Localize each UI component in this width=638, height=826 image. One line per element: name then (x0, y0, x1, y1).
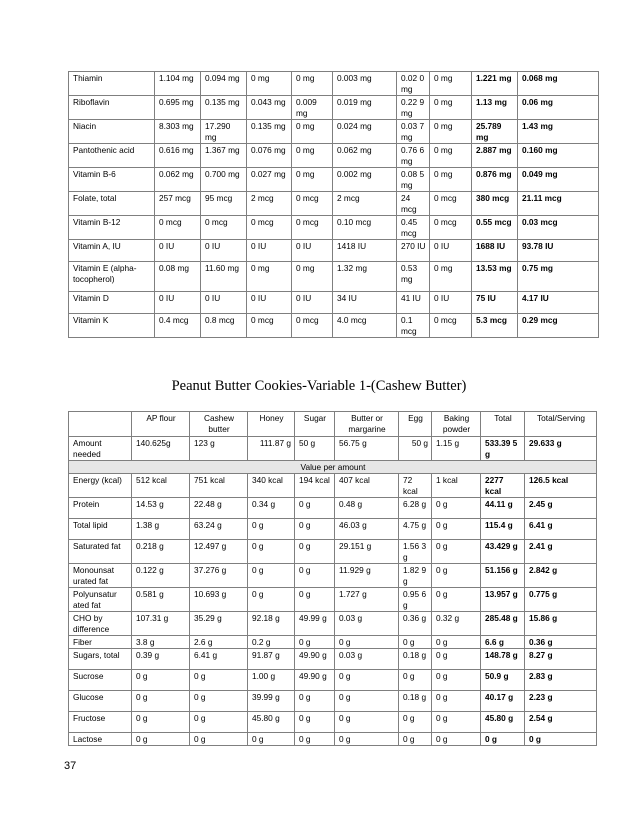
table-cell: 5.3 mcg (472, 314, 518, 338)
table-cell: 1.00 g (248, 670, 295, 691)
table-cell: 0 mcg (292, 314, 333, 338)
amount-row (69, 437, 597, 461)
table-cell: 0 IU (201, 240, 247, 262)
table-cell: 1.727 g (335, 588, 399, 612)
table-cell: 0.003 mg (333, 72, 397, 96)
table-cell: 0.062 mg (333, 144, 397, 168)
table-row (69, 474, 597, 498)
nutrient-rows (69, 474, 597, 746)
table-cell: 0 g (132, 691, 190, 712)
table-cell: 0.76 6 mg (397, 144, 430, 168)
table-row (69, 144, 599, 168)
table-cell: 0 IU (292, 240, 333, 262)
header-cell (69, 412, 132, 437)
table-row (69, 240, 599, 262)
table-cell: 0.08 5 mg (397, 168, 430, 192)
amount-cell: 50 g (399, 437, 432, 461)
table-cell: 0.876 mg (472, 168, 518, 192)
row-label: Thiamin (69, 72, 155, 96)
table-row (69, 691, 597, 712)
header-cell: Cashew butter (190, 412, 248, 437)
row-label: CHO by difference (69, 612, 132, 636)
table-cell: 0 mg (430, 96, 472, 120)
table-cell: 0.48 g (335, 498, 399, 519)
table-cell: 0 IU (155, 292, 201, 314)
row-label: Vitamin B-12 (69, 216, 155, 240)
table-row (69, 612, 597, 636)
table-row (69, 540, 597, 564)
row-label: Saturated fat (69, 540, 132, 564)
row-label: Vitamin A, IU (69, 240, 155, 262)
table-row (69, 216, 599, 240)
table-cell: 0.10 mcg (333, 216, 397, 240)
table-cell: 72 kcal (399, 474, 432, 498)
table-cell: 0 g (295, 498, 335, 519)
amount-cell: 111.87 g (248, 437, 295, 461)
table-cell: 0 mcg (247, 314, 292, 338)
table-cell: 0.03 g (335, 612, 399, 636)
amount-cell: 29.633 g (525, 437, 597, 461)
table-cell: 0 g (432, 540, 481, 564)
table-cell: 12.497 g (190, 540, 248, 564)
table-cell: 0 g (248, 588, 295, 612)
table-cell: 0 g (432, 691, 481, 712)
row-label: Vitamin D (69, 292, 155, 314)
table-cell: 0 mcg (430, 216, 472, 240)
table-cell: 93.78 IU (518, 240, 599, 262)
table-row (69, 733, 597, 746)
row-label: Vitamin B-6 (69, 168, 155, 192)
table-cell: 0 g (248, 733, 295, 746)
table-cell: 6.41 g (525, 519, 597, 540)
table-cell: 0.062 mg (155, 168, 201, 192)
table-cell: 0 g (335, 636, 399, 649)
table-cell: 1688 IU (472, 240, 518, 262)
table-cell: 0.02 0 mg (397, 72, 430, 96)
table-cell: 0 g (399, 712, 432, 733)
table-cell: 2 mcg (333, 192, 397, 216)
table-cell: 1.221 mg (472, 72, 518, 96)
table-cell: 0.049 mg (518, 168, 599, 192)
table-cell: 0 g (190, 712, 248, 733)
table-cell: 50.9 g (481, 670, 525, 691)
table-cell: 0.29 mcg (518, 314, 599, 338)
table-cell: 6.28 g (399, 498, 432, 519)
table-cell: 126.5 kcal (525, 474, 597, 498)
table-cell: 0 mg (292, 72, 333, 96)
table-cell: 0 g (399, 636, 432, 649)
table-cell: 1.56 3 g (399, 540, 432, 564)
table-cell: 0.160 mg (518, 144, 599, 168)
amount-cell: 50 g (295, 437, 335, 461)
table-cell: 0 g (248, 564, 295, 588)
table-cell: 0.53 mg (397, 262, 430, 292)
table-row (69, 636, 597, 649)
table-cell: 0.024 mg (333, 120, 397, 144)
row-label: Vitamin E (alpha-tocopherol) (69, 262, 155, 292)
table-cell: 0 mg (292, 168, 333, 192)
table-cell: 0.581 g (132, 588, 190, 612)
table-cell: 148.78 g (481, 649, 525, 670)
table-cell: 1.82 9 g (399, 564, 432, 588)
amount-cell: 533.39 5 g (481, 437, 525, 461)
header-cell: Total/Serving (525, 412, 597, 437)
table-cell: 2.887 mg (472, 144, 518, 168)
table-cell: 2.54 g (525, 712, 597, 733)
header-cell: Sugar (295, 412, 335, 437)
table-cell: 34 IU (333, 292, 397, 314)
table-cell: 41 IU (397, 292, 430, 314)
table-cell: 10.693 g (190, 588, 248, 612)
table-cell: 0 g (295, 540, 335, 564)
table-cell: 2 mcg (247, 192, 292, 216)
table-cell: 0 mg (430, 168, 472, 192)
table-cell: 45.80 g (248, 712, 295, 733)
table-cell: 0.616 mg (155, 144, 201, 168)
table-cell: 0.4 mcg (155, 314, 201, 338)
table-cell: 257 mcg (155, 192, 201, 216)
row-label: Energy (kcal) (69, 474, 132, 498)
table-cell: 2.41 g (525, 540, 597, 564)
row-label: Riboflavin (69, 96, 155, 120)
table-cell: 0.34 g (248, 498, 295, 519)
table-cell: 407 kcal (335, 474, 399, 498)
table-cell: 75 IU (472, 292, 518, 314)
table-cell: 0.39 g (132, 649, 190, 670)
row-label: Fiber (69, 636, 132, 649)
table-cell: 0.36 g (399, 612, 432, 636)
table-cell: 0 g (248, 540, 295, 564)
table-cell: 1418 IU (333, 240, 397, 262)
row-label: Total lipid (69, 519, 132, 540)
row-label: Sugars, total (69, 649, 132, 670)
table-cell: 0 mg (430, 72, 472, 96)
table-cell: 0.95 6 g (399, 588, 432, 612)
table-cell: 1.104 mg (155, 72, 201, 96)
table-row (69, 72, 599, 96)
table-cell: 0.076 mg (247, 144, 292, 168)
table-cell: 4.17 IU (518, 292, 599, 314)
table-row (69, 712, 597, 733)
table-cell: 24 mcg (397, 192, 430, 216)
table-cell: 0 g (481, 733, 525, 746)
table-cell: 2277 kcal (481, 474, 525, 498)
table-cell: 40.17 g (481, 691, 525, 712)
table-cell: 380 mcg (472, 192, 518, 216)
row-label: Monounsat urated fat (69, 564, 132, 588)
table-cell: 0.002 mg (333, 168, 397, 192)
table-cell: 13.957 g (481, 588, 525, 612)
table-cell: 0 mg (430, 120, 472, 144)
table-cell: 0 g (295, 564, 335, 588)
row-label: Fructose (69, 712, 132, 733)
header-cell: Butter or margarine (335, 412, 399, 437)
table-cell: 0 g (335, 733, 399, 746)
table-cell: 0 mg (430, 262, 472, 292)
table-cell: 0.32 g (432, 612, 481, 636)
table-cell: 0 g (432, 519, 481, 540)
table-cell: 21.11 mcg (518, 192, 599, 216)
table-cell: 0 g (295, 691, 335, 712)
table-cell: 0 IU (430, 240, 472, 262)
table-cell: 107.31 g (132, 612, 190, 636)
table-cell: 0.18 g (399, 649, 432, 670)
table-cell: 0.094 mg (201, 72, 247, 96)
table-cell: 0.043 mg (247, 96, 292, 120)
table-cell: 0.03 g (335, 649, 399, 670)
table-cell: 0 mg (292, 120, 333, 144)
table-row (69, 649, 597, 670)
table-cell: 2.842 g (525, 564, 597, 588)
table-cell: 17.290 mg (201, 120, 247, 144)
table-cell: 91.87 g (248, 649, 295, 670)
table-cell: 11.929 g (335, 564, 399, 588)
table-cell: 0.775 g (525, 588, 597, 612)
table-cell: 6.6 g (481, 636, 525, 649)
table-cell: 49.99 g (295, 612, 335, 636)
section-title: Peanut Butter Cookies-Variable 1-(Cashew Butter) (171, 378, 467, 394)
page-number: 37 (64, 760, 77, 772)
table-cell: 0 IU (155, 240, 201, 262)
table-cell: 0 mcg (247, 216, 292, 240)
table-cell: 0.1 mcg (397, 314, 430, 338)
table-cell: 270 IU (397, 240, 430, 262)
table-cell: 0 g (432, 636, 481, 649)
table-cell: 0 g (132, 712, 190, 733)
table-cell: 0.08 mg (155, 262, 201, 292)
header-cell: Honey (248, 412, 295, 437)
table-cell: 0 g (432, 670, 481, 691)
table-cell: 0.8 mcg (201, 314, 247, 338)
row-label: Niacin (69, 120, 155, 144)
table-cell: 0 mg (292, 262, 333, 292)
table-cell: 0.009 mg (292, 96, 333, 120)
table-row (69, 262, 599, 292)
table-cell: 0.45 mcg (397, 216, 430, 240)
table-cell: 0 IU (247, 292, 292, 314)
table-cell: 46.03 g (335, 519, 399, 540)
table-cell: 751 kcal (190, 474, 248, 498)
table-cell: 2.83 g (525, 670, 597, 691)
table-cell: 0 g (432, 712, 481, 733)
table-cell: 0 IU (430, 292, 472, 314)
table-cell: 37.276 g (190, 564, 248, 588)
amount-cell: Amount needed (69, 437, 132, 461)
table-cell: 0.03 mcg (518, 216, 599, 240)
table-cell: 0 g (399, 733, 432, 746)
table-cell: 0 mcg (292, 216, 333, 240)
table-cell: 0 g (295, 588, 335, 612)
value-band-label: Value per amount (69, 461, 597, 474)
table-cell: 44.11 g (481, 498, 525, 519)
table-cell: 0 g (432, 733, 481, 746)
table-cell: 3.8 g (132, 636, 190, 649)
table-cell: 0 IU (292, 292, 333, 314)
table-cell: 0.218 g (132, 540, 190, 564)
table-cell: 4.0 mcg (333, 314, 397, 338)
table-cell: 0 g (190, 670, 248, 691)
row-label: Folate, total (69, 192, 155, 216)
table-cell: 2.23 g (525, 691, 597, 712)
table-cell: 45.80 g (481, 712, 525, 733)
table-row (69, 168, 599, 192)
table-cell: 0 IU (201, 292, 247, 314)
table-row (69, 314, 599, 338)
table-cell: 0.135 mg (247, 120, 292, 144)
row-label: Lactose (69, 733, 132, 746)
table-cell: 0 mcg (292, 192, 333, 216)
table-cell: 29.151 g (335, 540, 399, 564)
table-cell: 0 g (432, 564, 481, 588)
table-cell: 0.027 mg (247, 168, 292, 192)
table-cell: 0.700 mg (201, 168, 247, 192)
row-label: Glucose (69, 691, 132, 712)
amount-cell: 1.15 g (432, 437, 481, 461)
vitamins-table (68, 71, 599, 338)
table-cell: 1.13 mg (472, 96, 518, 120)
table-cell: 0.18 g (399, 691, 432, 712)
table-cell: 49.90 g (295, 670, 335, 691)
table-cell: 0 mcg (155, 216, 201, 240)
table-row (69, 120, 599, 144)
table-cell: 43.429 g (481, 540, 525, 564)
table-cell: 194 kcal (295, 474, 335, 498)
table-cell: 0 g (190, 733, 248, 746)
table-cell: 0.22 9 mg (397, 96, 430, 120)
table-cell: 0 g (295, 733, 335, 746)
table-cell: 0 g (295, 636, 335, 649)
table-cell: 0.019 mg (333, 96, 397, 120)
table-cell: 39.99 g (248, 691, 295, 712)
table-cell: 0 mcg (201, 216, 247, 240)
table-cell: 0 IU (247, 240, 292, 262)
table-row (69, 564, 597, 588)
table-cell: 95 mcg (201, 192, 247, 216)
table-cell: 15.86 g (525, 612, 597, 636)
cashew-butter-cookie-table (68, 411, 597, 746)
row-label: Pantothenic acid (69, 144, 155, 168)
table-cell: 0 mg (292, 144, 333, 168)
table-cell: 0 g (432, 588, 481, 612)
table-cell: 14.53 g (132, 498, 190, 519)
table-cell: 1.367 mg (201, 144, 247, 168)
table-cell: 512 kcal (132, 474, 190, 498)
table-cell: 1.38 g (132, 519, 190, 540)
table-cell: 63.24 g (190, 519, 248, 540)
table-cell: 0 g (335, 691, 399, 712)
table-cell: 0.06 mg (518, 96, 599, 120)
table-row (69, 292, 599, 314)
table-row (69, 588, 597, 612)
header-row (69, 412, 597, 437)
table-cell: 0.122 g (132, 564, 190, 588)
table-cell: 0 g (295, 712, 335, 733)
table-cell: 1 kcal (432, 474, 481, 498)
row-label: Polyunsatur ated fat (69, 588, 132, 612)
table-cell: 0 mg (430, 144, 472, 168)
table-cell: 0 g (295, 519, 335, 540)
header-cell: Egg (399, 412, 432, 437)
table-cell: 0 mg (247, 72, 292, 96)
table-cell: 0 g (335, 670, 399, 691)
amount-cell: 123 g (190, 437, 248, 461)
table-cell: 92.18 g (248, 612, 295, 636)
table-row (69, 670, 597, 691)
header-cell: AP flour (132, 412, 190, 437)
row-label: Protein (69, 498, 132, 519)
table-cell: 0.068 mg (518, 72, 599, 96)
table-row (69, 96, 599, 120)
table-cell: 0.55 mcg (472, 216, 518, 240)
table-cell: 0 g (248, 519, 295, 540)
table-row (69, 519, 597, 540)
amount-cell: 140.625g (132, 437, 190, 461)
table-cell: 0 g (432, 498, 481, 519)
table-cell: 8.27 g (525, 649, 597, 670)
table-row (69, 192, 599, 216)
table-cell: 4.75 g (399, 519, 432, 540)
table-cell: 51.156 g (481, 564, 525, 588)
table-cell: 285.48 g (481, 612, 525, 636)
table-cell: 6.41 g (190, 649, 248, 670)
row-label: Vitamin K (69, 314, 155, 338)
table-cell: 115.4 g (481, 519, 525, 540)
table-cell: 0.695 mg (155, 96, 201, 120)
table-cell: 25.789 mg (472, 120, 518, 144)
table-cell: 0 mcg (430, 314, 472, 338)
table-cell: 0.75 mg (518, 262, 599, 292)
table-cell: 8.303 mg (155, 120, 201, 144)
table-cell: 0 g (132, 670, 190, 691)
value-band-row (69, 461, 597, 474)
table-cell: 35.29 g (190, 612, 248, 636)
table-cell: 2.6 g (190, 636, 248, 649)
table-cell: 11.60 mg (201, 262, 247, 292)
header-cell: Total (481, 412, 525, 437)
table-cell: 0.2 g (248, 636, 295, 649)
vitamins-table-body (69, 72, 599, 338)
table-cell: 0 g (190, 691, 248, 712)
table-cell: 49.90 g (295, 649, 335, 670)
amount-cell: 56.75 g (335, 437, 399, 461)
table-cell: 0 mcg (430, 192, 472, 216)
header-cell: Baking powder (432, 412, 481, 437)
table-cell: 13.53 mg (472, 262, 518, 292)
table-cell: 0.36 g (525, 636, 597, 649)
table-cell: 0.03 7 mg (397, 120, 430, 144)
table-cell: 0 g (399, 670, 432, 691)
table-cell: 0 g (432, 649, 481, 670)
table-cell: 22.48 g (190, 498, 248, 519)
table-cell: 0 mg (247, 262, 292, 292)
table-cell: 340 kcal (248, 474, 295, 498)
row-label: Sucrose (69, 670, 132, 691)
table-cell: 0 g (525, 733, 597, 746)
table-row (69, 498, 597, 519)
table-cell: 0 g (132, 733, 190, 746)
table-cell: 1.43 mg (518, 120, 599, 144)
table-cell: 0.135 mg (201, 96, 247, 120)
table-cell: 1.32 mg (333, 262, 397, 292)
table-cell: 0 g (335, 712, 399, 733)
table-cell: 2.45 g (525, 498, 597, 519)
